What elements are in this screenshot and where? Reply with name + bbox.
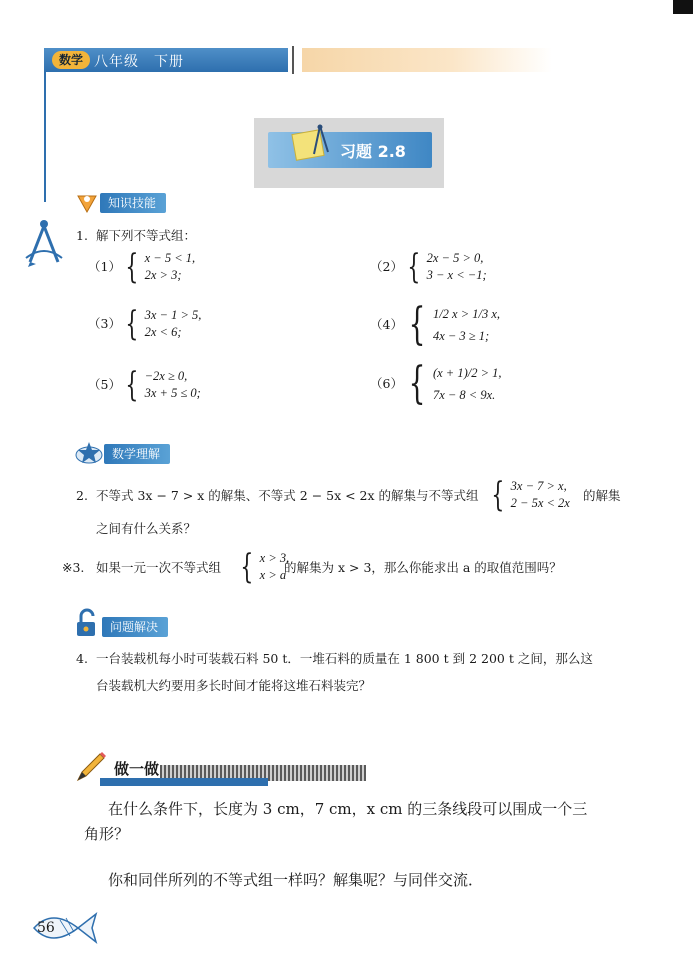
q1-item-6: （6） { (x + 1)/2 > 1, 7x − 8 < 9x. bbox=[370, 358, 502, 409]
page-number: 56 bbox=[37, 920, 55, 936]
q1-label: 1. bbox=[76, 228, 88, 243]
q3-system: { x > 3, x > a bbox=[240, 547, 290, 587]
q3-text-a: 如果一元一次不等式组 bbox=[96, 560, 222, 575]
q3-text-b: 的解集为 x > 3，那么你能求出 a 的取值范围吗？ bbox=[284, 560, 562, 575]
q4-line1: 一台装载机每小时可装载石料 50 t．一堆石料的质量在 1 800 t 到 2 200 t 之间，那么这 bbox=[96, 651, 593, 666]
ineq-line: 2x − 5 > 0, bbox=[426, 251, 484, 265]
q1-prompt: 解下列不等式组： bbox=[96, 228, 197, 243]
ineq-line: 3 − x < −1; bbox=[426, 268, 487, 282]
page-corner-tab bbox=[673, 0, 693, 14]
pencil-icon bbox=[74, 750, 108, 788]
q1-item-2: （2） { 2x − 5 > 0, 3 − x < −1; bbox=[370, 247, 487, 287]
ineq-line: 7x − 8 < 9x. bbox=[432, 388, 496, 402]
ineq-line: 2 − 5x < 2x bbox=[510, 496, 570, 510]
q2-system: { 3x − 7 > x, 2 − 5x < 2x bbox=[491, 475, 570, 515]
header-divider bbox=[292, 46, 294, 74]
ineq-line: 4x − 3 ≥ 1; bbox=[432, 329, 490, 343]
q2-text-c: 之间有什么关系？ bbox=[96, 521, 197, 536]
item-number: （1） bbox=[88, 259, 121, 274]
skills-icon bbox=[76, 190, 98, 218]
activity-para2: 你和同伴所列的不等式组一样吗？解集呢？与同伴交流． bbox=[108, 871, 484, 889]
ineq-line: 1/2 x > 1/3 x, bbox=[432, 307, 501, 321]
section-skills-label: 知识技能 bbox=[100, 193, 166, 213]
q4-label: 4. bbox=[76, 651, 88, 666]
ineq-line: 3x + 5 ≤ 0; bbox=[144, 386, 201, 400]
ineq-line: x − 5 < 1, bbox=[144, 251, 196, 265]
q2-label: 2. bbox=[76, 488, 88, 503]
ineq-line: x > a bbox=[259, 568, 287, 582]
q2-text-a: 不等式 3x − 7 > x 的解集、不等式 2 − 5x < 2x 的解集与不等式组 bbox=[96, 488, 479, 503]
activity-para1-line2: 角形？ bbox=[84, 825, 130, 843]
activity-para1-line1: 在什么条件下，长度为 3 cm，7 cm，x cm 的三条线段可以围成一个三 bbox=[108, 800, 588, 818]
ineq-line: 3x − 7 > x, bbox=[510, 479, 567, 493]
item-number: （5） bbox=[88, 377, 121, 392]
section-understanding-label: 数学理解 bbox=[104, 444, 170, 464]
compass-icon bbox=[22, 218, 66, 272]
q4-line2: 台装载机大约要用多长时间才能将这堆石料装完？ bbox=[96, 678, 372, 693]
ineq-line: 2x > 3; bbox=[144, 268, 182, 282]
subject-badge: 数学 bbox=[52, 51, 90, 69]
q3-label: ※3. bbox=[62, 560, 85, 575]
q1-item-5: （5） { −2x ≥ 0, 3x + 5 ≤ 0; bbox=[88, 365, 201, 405]
q1-item-4: （4） { 1/2 x > 1/3 x, 4x − 3 ≥ 1; bbox=[370, 299, 501, 350]
q1-item-1: （1） { x − 5 < 1, 2x > 3; bbox=[88, 247, 196, 287]
header-fade-decoration bbox=[302, 48, 552, 72]
item-number: （3） bbox=[88, 316, 121, 331]
exercise-title: 习题 2.8 bbox=[340, 142, 406, 161]
ineq-line: 3x − 1 > 5, bbox=[144, 308, 202, 322]
note-compass-icon bbox=[290, 124, 334, 168]
item-number: （6） bbox=[370, 376, 403, 391]
book-grade-title: 八年级 下册 bbox=[94, 54, 184, 70]
section-problem-label: 问题解决 bbox=[102, 617, 168, 637]
item-number: （4） bbox=[370, 317, 403, 332]
item-number: （2） bbox=[370, 259, 403, 274]
ineq-line: x > 3, bbox=[259, 551, 290, 565]
ineq-line: (x + 1)/2 > 1, bbox=[432, 366, 502, 380]
q1-item-3: （3） { 3x − 1 > 5, 2x < 6; bbox=[88, 304, 202, 344]
activity-underline bbox=[100, 778, 268, 786]
lock-icon bbox=[74, 608, 100, 642]
understanding-icon bbox=[74, 440, 104, 470]
activity-title: 做一做 bbox=[114, 760, 160, 778]
q2-text-b: 的解集 bbox=[583, 488, 621, 503]
ineq-line: 2x < 6; bbox=[144, 325, 182, 339]
margin-line bbox=[44, 72, 46, 202]
ineq-line: −2x ≥ 0, bbox=[144, 369, 188, 383]
